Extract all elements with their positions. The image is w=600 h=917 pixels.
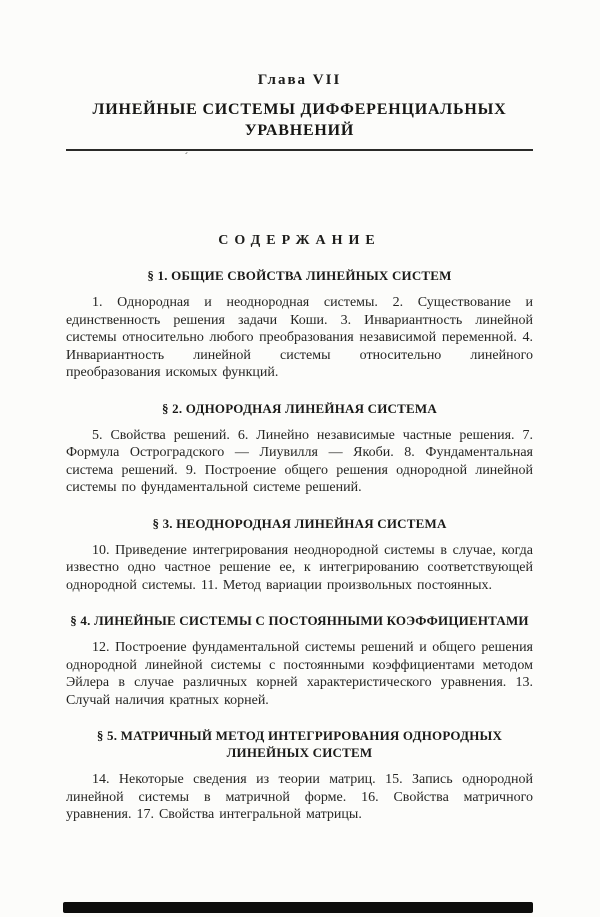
section-1-heading: § 1. ОБЩИЕ СВОЙСТВА ЛИНЕЙНЫХ СИСТЕМ xyxy=(147,268,452,283)
toc-section-4 xyxy=(66,612,533,709)
section-5-heading: § 5. МАТРИЧНЫЙ МЕТОД ИНТЕГРИРОВАНИЯ ОДНОРОДНЫХ ЛИНЕЙНЫХ СИСТЕМ xyxy=(96,728,503,760)
section-2-heading: § 2. ОДНОРОДНАЯ ЛИНЕЙНАЯ СИСТЕМА xyxy=(162,400,437,416)
chapter-label: Глава VII xyxy=(257,72,342,88)
section-3-body: 10. Приведение интегрирования неоднородной системы в случае, когда известно одно частное решение ее, к интегрированию соответствующей однородной системы. 11. Метод вариации произвольных постоянных. xyxy=(66,542,533,593)
toc-section-3 xyxy=(66,515,533,595)
chapter-title: ЛИНЕЙНЫЕ СИСТЕМЫ ДИФФЕРЕНЦИАЛЬНЫХ УРАВНЕНИЙ xyxy=(92,101,507,139)
section-2-body: 5. Свойства решений. 6. Линейно независимые частные решения. 7. Формула Остроградского — Лиувилля — Якоби. 8. Фундаментальная система решений. 9. Построение общего решения однородной линейной системы по фундаментальной системе решений. xyxy=(66,427,533,495)
toc-section-2 xyxy=(66,400,533,497)
scan-artifact-bar xyxy=(63,902,533,913)
title-rule xyxy=(66,149,533,151)
section-5-body: 14. Некоторые сведения из теории матриц. 15. Запись однородной линейной системы в матричной форме. 16. Свойства матричного уравнения. 17. Свойства интегральной матрицы. xyxy=(66,772,533,822)
scan-stray-mark: ˊ xyxy=(183,150,189,164)
section-4-body: 12. Построение фундаментальной системы решений и общего решения однородной линейной системы с постоянными коэффициентами методом Эйлера в случае различных корней характеристического уравнения. 13. Случай наличия кратных корней. xyxy=(66,640,533,708)
contents-heading: СОДЕРЖАНИЕ xyxy=(218,233,381,248)
section-1-body: 1. Однородная и неоднородная системы. 2. Существование и единственность решения задачи Коши. 3. Инвариантность линейной системы относительно любого преобразования независимой переменной. 4. Инвариантность линейной системы относительно линейного преобразования искомых функций. xyxy=(66,295,533,380)
toc-section-5 xyxy=(66,727,533,824)
section-3-heading: § 3. НЕОДНОРОДНАЯ ЛИНЕЙНАЯ СИСТЕМА xyxy=(152,515,447,531)
section-4-heading: § 4. ЛИНЕЙНЫЕ СИСТЕМЫ С ПОСТОЯННЫМИ КОЭФФИЦИЕНТАМИ xyxy=(70,613,529,628)
toc-section-1 xyxy=(66,267,533,382)
